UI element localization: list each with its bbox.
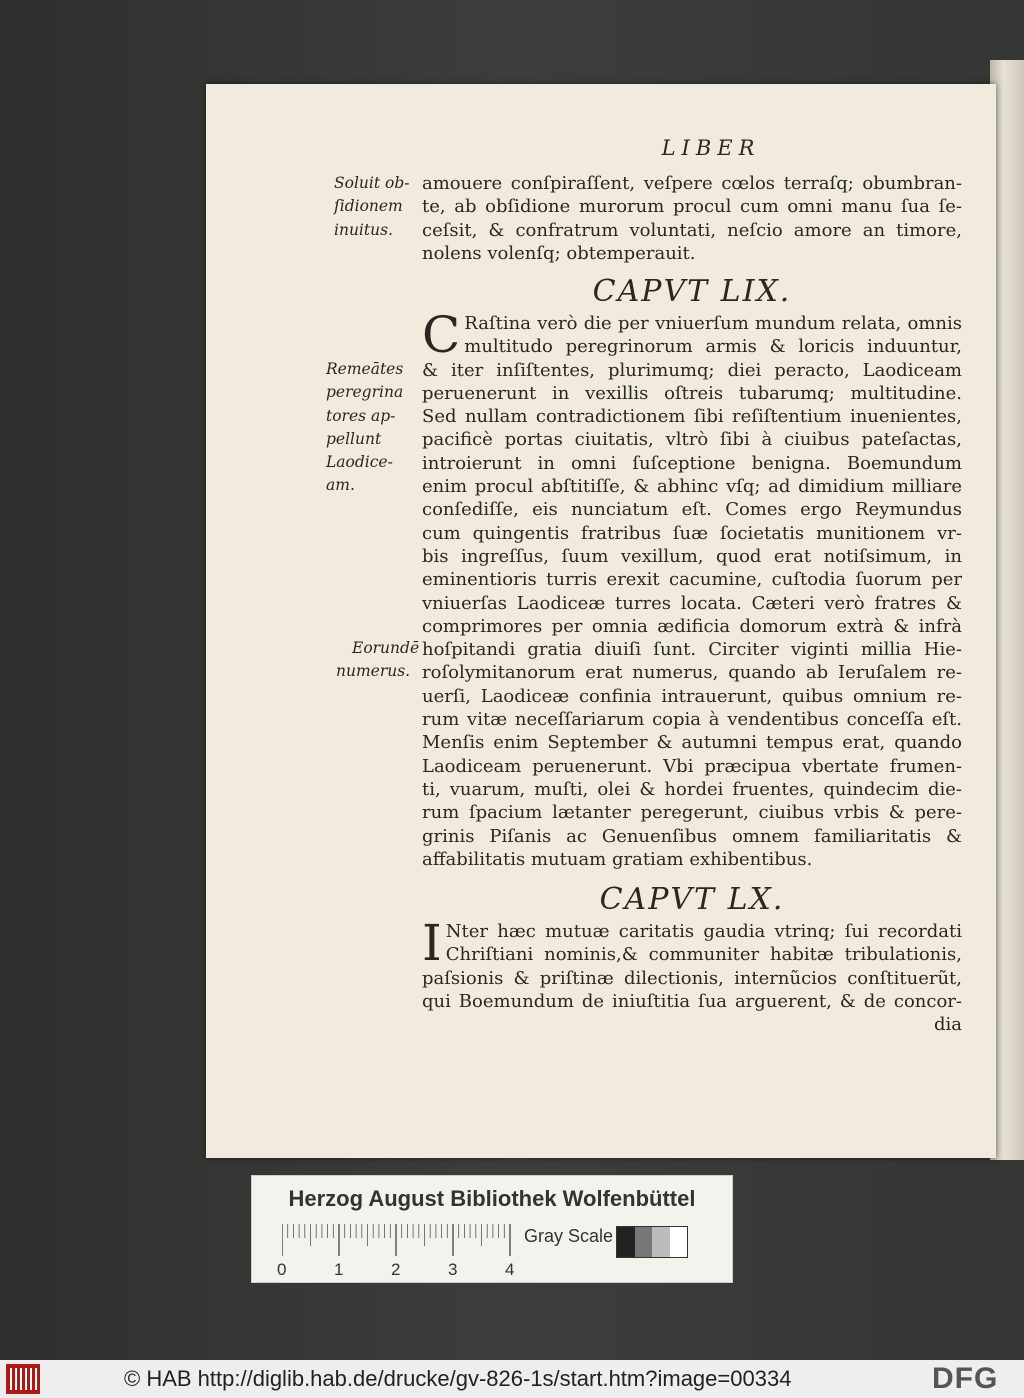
margin-note-2: Remeātes peregrina tores ap- pellunt Laodice- am.	[326, 360, 404, 495]
book-page	[206, 84, 996, 1158]
margin-note-3: Eorundē numerus.	[336, 639, 420, 681]
drop-cap-c: C	[422, 306, 461, 364]
dfg-logo: DFG	[932, 1362, 999, 1395]
text-block-3: I Nter hæc mutuæ caritatis gaudia vtrinq; ſui recordati Chriſtiani nominis,& communiter habitæ tribulationis, paſsionis & priſtinæ dilectionis, internũcios conſtituerũt, qui Boemundum de iniuſtitia ſua arguerent, & de concor- dia	[422, 914, 962, 1036]
text-block-2: C Raſtina verò die per vniuerſum mundum relata, omnis multitudo peregrinorum armis & loricis induuntur, & iter inſiſtentes, plurimumq; diei peracto, Laodiceam peruenerunt in vexillis oſtreis tubarumq; multitudine. Sed nullam contradictionem ſibi reſiſtentium inuenientes, pacificè portas ciuitatis, vltrò ſibi à ciuibus pateſactas, introierunt in omni ſuſceptione benigna. Boemundum enim procul abſtitiſſe, & abhinc vſq; ad dimidium milliare conſediſſe, eis nunciatum eſt. Comes ergo Reymundus cum quingentis fratribus ſuæ ſocietatis munitionem vr- bis ingreſſus, ſuum vexillum, quod erat notiſsimum, in eminentioris turris erexit cacumine, cuſtodia ſuorum per vniuerſas Laodiceæ turres locata. Cæteri verò fratres & comprimores per omnia ædificia domorum extrà & infrà hoſpitandi gratia diuiſi ſunt. Circiter viginti millia Hie- roſolymitanorum erat numerus, quando ab Ieruſalem re- uerſi, Laodiceæ confinia intrauerunt, quibus omnium re- rum vitæ neceſſariarum copia à vendentibus conceſſa eſt. Menſis enim September & autumni tempus erat, quando Laodiceam peruenerunt. Vbi præcipua vbertate frumen- ti, vuarum, muſti, olei & hordei fruentes, quindecim die- rum ſpacium lætanter peregerunt, ciuibus vrbis & pere- grinis Piſanis ac Genuenſibus omnem familiaritatis & affabilitatis mutuam gratiam exhibentibus.	[422, 306, 962, 870]
gray-scale-label: Gray Scale	[524, 1226, 614, 1246]
margin-note-1: Soluit ob- ſidionem inuitus.	[334, 174, 410, 239]
footer-bar	[0, 1360, 1024, 1398]
scale-card	[251, 1175, 733, 1283]
ruler-ticks	[282, 1224, 517, 1256]
text-block-1: amouere conſpiraſſent, veſpere cœlos terraſq; obumbran- te, ab obſidione murorum procul cum omni manu ſua ſe- ceſsit, & confratrum voluntati, neſcio amore an timore, nolens volenſq; obtemperauit.	[422, 173, 962, 264]
library-title: Herzog August Bibliothek Wolfenbüttel	[288, 1186, 696, 1211]
ruler-number-1: 1	[334, 1260, 344, 1279]
chapter-heading-lx: CAPVT LX.	[599, 882, 785, 917]
hab-logo-icon	[6, 1364, 40, 1394]
chapter-heading-lix: CAPVT LIX.	[592, 274, 792, 309]
ruler-number-2: 2	[391, 1260, 401, 1279]
drop-cap-i: I	[422, 914, 442, 972]
ruler-number-0: 0	[277, 1260, 287, 1279]
ruler-number-3: 3	[448, 1260, 458, 1279]
gray-swatches	[616, 1226, 688, 1258]
running-head: LIBER	[661, 136, 761, 160]
ruler-number-4: 4	[505, 1260, 515, 1279]
footer-source-link[interactable]: © HAB http://diglib.hab.de/drucke/gv-826-1s/start.htm?image=00334	[124, 1366, 792, 1391]
